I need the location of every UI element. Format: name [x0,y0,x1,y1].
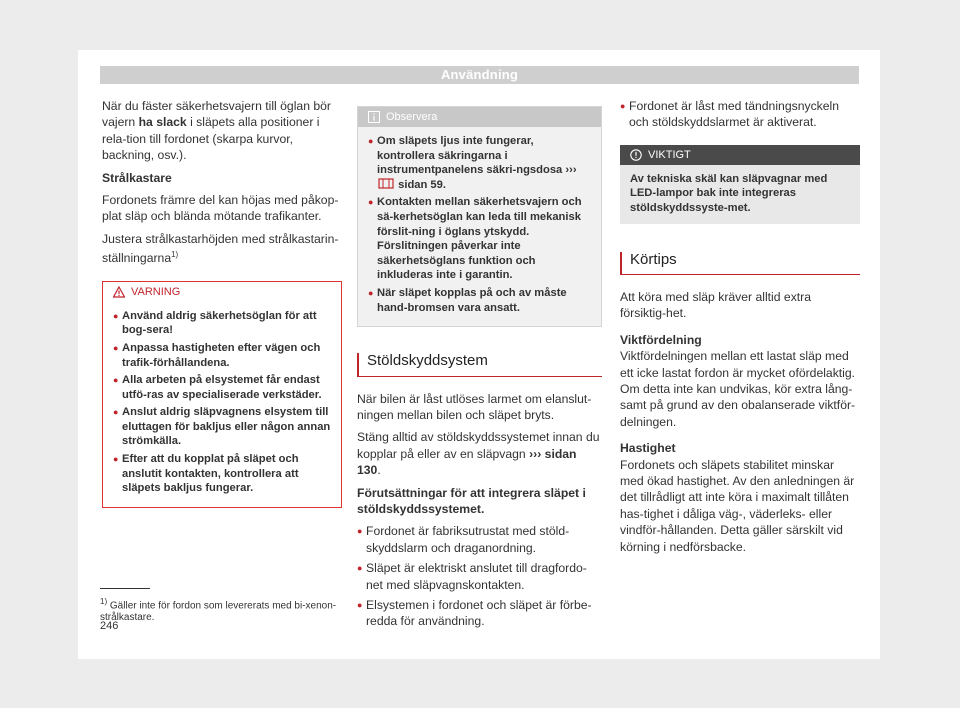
section-title-theft-protection: Stöldskyddsystem [357,353,602,376]
fuse-icon [377,178,395,189]
note-box [357,106,602,327]
prerequisite-item: ● Fordonet är fabriksutrustat med stöld-skyddslarm och draganordning. [357,523,602,556]
important-box [620,145,860,224]
footnote: $^{1)}$ Gäller inte för fordon som levererats med bi-xenon-strålkastare. [100,597,337,624]
column-right [620,98,860,561]
paragraph-disable-alarm: Stäng alltid av stöldskyddssystemet innan du kopplar på eller av en släpvagn ››› sidan 130. [357,430,600,478]
warning-header: VARNING [103,282,341,302]
heading-speed: Hastighet [620,441,676,456]
note-item: ● Om släpets ljus inte fungerar, kontrollera säkringarna i instrumentpanelens säkri-ngsdosa ››› sidan 59. [368,134,593,192]
note-item: ● När släpet kopplas på och av måste hand-bromsen vara ansatt. [368,286,593,315]
cross-reference-link[interactable]: sidan 130 [357,446,577,478]
prerequisite-item: ● Släpet är elektriskt anslutet till dragfordo-net med släpvagnskontakten. [357,560,602,593]
important-header: VIKTIGT [620,145,860,165]
heading-headlights: Strålkastare [102,170,172,185]
important-body: Av tekniska skäl kan släpvagnar med LED-lampor bak inte integreras stöldskyddssyste-met. [630,172,828,214]
warning-body [103,302,341,507]
warning-item: ● Alla arbeten på elsystemet får endast utfö-ras av specialiserade verkstäder. [113,373,333,402]
paragraph-headlight-adjust: Justera strålkastarhöjden med strålkastarin-ställningarna$^{1)}$ [102,231,339,266]
heading-prerequisites: Förutsättningar för att integrera släpet i stöldskyddssystemet. [357,485,586,516]
note-item: ● Kontakten mellan säkerhetsvajern och sä-kerhetsöglan kan leda till mekanisk förslit-ning i öglans ytskydd. Förslitningen påverkar inte säkerhetsöglans funktion och inkluderas inte i garantin. [368,195,593,283]
note-header: Observera [358,107,601,127]
page-header: Användning [100,66,859,84]
warning-item: ● Efter att du kopplat på släpet och anslutit kontakten, kontrollera att släpets bakljus fungerar. [113,452,333,496]
info-icon [368,111,380,123]
warning-box [102,281,342,508]
note-body [358,127,601,326]
paragraph-weight-distribution: Viktfördelningen mellan ett lastat släp med ett icke lastat fordon är mycket ofördelaktig. Om detta inte kan undvikas, kör extra lång-samt på grund av den obalanserade viktför-delningen. [620,349,856,429]
warning-item: ● Använd aldrig säkerhetsöglan för att bog-sera! [113,309,333,338]
prerequisite-item: ● Elsystemen i fordonet och släpet är förbe-redda för användning. [357,597,602,630]
column-left [102,98,342,508]
cross-reference-arrow: ››› [565,164,577,177]
paragraph-headlights: Fordonets främre del kan höjas med påkop-plat släp och blända mötande trafikanter. [102,193,339,224]
warning-triangle-icon [113,286,125,298]
important-circle-icon [630,149,642,161]
paragraph-safety-cable: När du fäster säkerhetsvajern till öglan bör vajern ha slack i släpets alla positioner i rela-tion till fordonet (skarpa kurvor, backning, osv.). [102,99,331,163]
warning-item: ● Anslut aldrig släpvagnens elsystem till eluttagen för bakljus eller någon annan strömkälla. [113,405,333,449]
section-title-driving-tips: Körtips [620,252,860,275]
cross-reference-link[interactable]: sidan 59 [398,178,443,191]
page-number: 246 [100,620,119,632]
footnote-divider [100,588,150,589]
cross-reference-arrow: ››› [529,446,542,461]
column-middle [357,106,602,634]
paragraph-caution: Att köra med släp kräver alltid extra försiktig-het. [620,290,812,321]
prerequisite-item: ● Fordonet är låst med tändningsnyckeln och stöldskyddslarmet är aktiverat. [620,98,860,131]
paragraph-alarm: När bilen är låst utlöses larmet om elanslut-ningen mellan bilen och släpet bryts. [357,391,592,422]
warning-item: ● Anpassa hastigheten efter vägen och trafik-förhållandena. [113,341,333,370]
heading-weight-distribution: Viktfördelning [620,332,702,347]
paragraph-speed: Fordonets och släpets stabilitet minskar med ökad hastighet. Av den anledningen är det tillrådligt att inte köra i maximalt tillåten has-tighet i dåliga väg-, väderleks- eller vindför-hållanden. Detta gäller särskilt vid körning i nedförsbacke. [620,457,855,554]
